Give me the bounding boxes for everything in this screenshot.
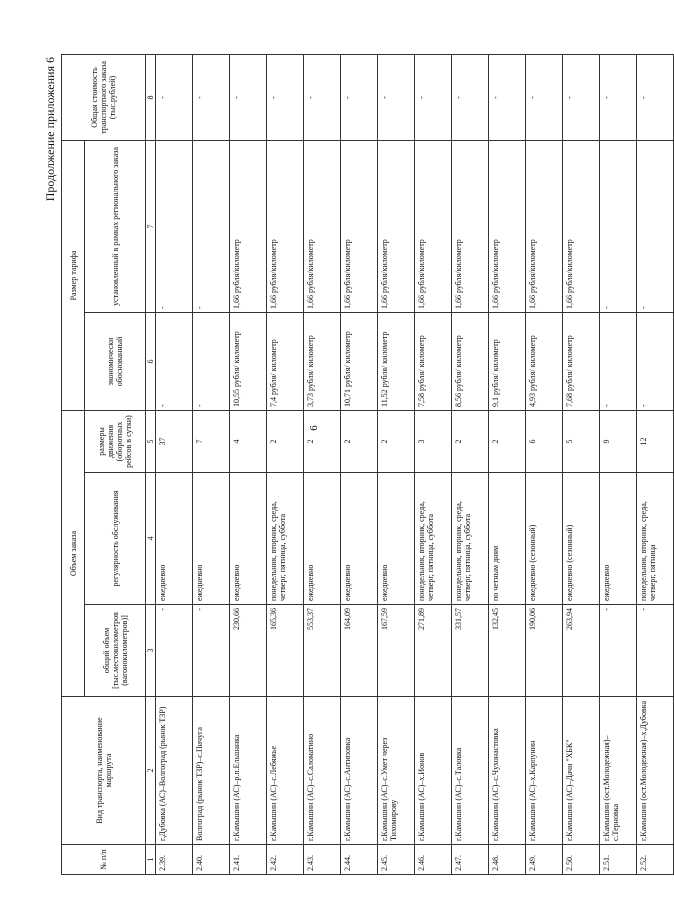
cell-regularity: понедельник, вторник, среда, четверг, пятница, суббота [452,473,489,605]
header-economic: экономически обоснованный [85,312,146,410]
cell-total-volume: 230,66 [230,605,267,697]
cell-route: г.Дубовка (АС)–Волгоград (рынок ТЗР) [156,697,193,845]
cell-total-volume: 271,89 [415,605,452,697]
cell-regularity: ежедневно [600,473,637,605]
cell-regularity: по четным дням [489,473,526,605]
column-index: 1 [146,845,156,875]
cell-economic: 4,93 рубля/ километр [526,312,563,410]
cell-trips: 2 [304,410,341,472]
cell-regularity: понедельник, вторник, среда, четверг, пятница [637,473,674,605]
cell-route: г.Камышин (АС)–с.Лебяжье [267,697,304,845]
cell-total-cost: - [489,54,526,140]
cell-regularity: ежедневно [230,473,267,605]
table-row [193,54,230,874]
cell-economic: 9,1 рубля/ километр [489,312,526,410]
cell-route: г.Камышин (АС)–Дачи "ХБК" [563,697,600,845]
cell-total-volume: 164,09 [341,605,378,697]
cell-established: - [637,140,674,312]
cell-total-volume: 331,57 [452,605,489,697]
cell-route: г.Камышин (АС)–с.Таловка [452,697,489,845]
table-row [230,54,267,874]
table-row [378,54,415,874]
column-index: 8 [146,54,156,140]
table-row [415,54,452,874]
cell-regularity: ежедневно [378,473,415,605]
cell-total-volume: - [600,605,637,697]
cell-route: г.Камышин (АС)–с.Умет через Тихомирову [378,697,415,845]
continuation-heading: Продолжение приложения 6 [43,57,57,202]
cell-total-cost: - [563,54,600,140]
cell-economic: 10,71 рубля/ километр [341,312,378,410]
cell-established: 1,66 рубля/километр [415,140,452,312]
column-index: 6 [146,312,156,410]
cell-route: г.Камышин (АС)–с.Антиповка [341,697,378,845]
cell-regularity: ежедневно [156,473,193,605]
cell-trips: 2 [267,410,304,472]
cell-num: 2.49. [526,845,563,875]
cell-total-volume: 190,06 [526,605,563,697]
column-index: 5 [146,410,156,472]
cell-num: 2.50. [563,845,600,875]
header-total-volume: общий объем [тыс.местокилометров (вагонокилометров)] [85,605,146,697]
cell-regularity: понедельник, вторник, среда, четверг, пятница, суббота [267,473,304,605]
cell-total-cost: - [526,54,563,140]
header-route: Вид транспорта, наименование маршрута [62,697,146,845]
cell-economic: 3,73 рубля/ километр [304,312,341,410]
header-total-cost: Общая стоимость транспортного заказа (тыс.рублей) [62,54,146,140]
cell-regularity: понедельник, вторник, среда, четверг, пятница, суббота [415,473,452,605]
table-row [156,54,193,874]
cell-num: 2.45. [378,845,415,875]
cell-regularity: ежедневно (сезонный) [563,473,600,605]
cell-total-volume: 132,45 [489,605,526,697]
cell-total-cost: - [637,54,674,140]
table-row [304,54,341,874]
cell-economic: 7,4 рубля/ километр [267,312,304,410]
cell-total-cost: - [193,54,230,140]
table-row [600,54,637,874]
cell-established: 1,66 рубля/километр [526,140,563,312]
cell-established: 1,66 рубля/километр [489,140,526,312]
cell-num: 2.52. [637,845,674,875]
cell-total-cost: - [415,54,452,140]
cell-route: г.Камышин (АС)–с.Саломатино [304,697,341,845]
cell-established: 1,66 рубля/километр [378,140,415,312]
cell-trips: 2 [341,410,378,472]
cell-regularity: ежедневно [341,473,378,605]
column-index: 2 [146,697,156,845]
column-index: 4 [146,473,156,605]
cell-route: г.Камышин (АС)–х.Карпунин [526,697,563,845]
cell-trips: 4 [230,410,267,472]
header-regularity: регулярность обслуживания [85,473,146,605]
cell-total-volume: 167,59 [378,605,415,697]
cell-route: г.Камышин (АС)–р.п.Ельшанка [230,697,267,845]
cell-total-volume: 263,94 [563,605,600,697]
cell-trips: 12 [637,410,674,472]
cell-economic: - [156,312,193,410]
cell-num: 2.41. [230,845,267,875]
cell-established: 1,66 рубля/километр [230,140,267,312]
table-row [341,54,378,874]
cell-trips: 5 [563,410,600,472]
cell-num: 2.39. [156,845,193,875]
cell-trips: 2 [489,410,526,472]
page-number: 6 [308,425,320,431]
cell-trips: 2 [452,410,489,472]
table-row [267,54,304,874]
table-row [526,54,563,874]
cell-total-cost: - [304,54,341,140]
cell-route: г.Камышин (АС)–с.Чухонастовка [489,697,526,845]
table-row [637,54,674,874]
cell-established: - [193,140,230,312]
cell-economic: 7,58 рубля/ километр [415,312,452,410]
cell-economic: 10,55 рубля/ километр [230,312,267,410]
rotated-page-content [43,55,657,875]
cell-regularity: ежедневно (сезонный) [526,473,563,605]
route-table [61,54,674,875]
cell-total-cost: - [267,54,304,140]
cell-num: 2.40. [193,845,230,875]
cell-total-volume: - [637,605,674,697]
cell-num: 2.44. [341,845,378,875]
cell-economic: 11,52 рубля/ километр [378,312,415,410]
cell-trips: 37 [156,410,193,472]
cell-established: - [600,140,637,312]
cell-trips: 6 [526,410,563,472]
cell-established: 1,66 рубля/километр [452,140,489,312]
cell-total-cost: - [452,54,489,140]
cell-total-cost: - [378,54,415,140]
header-trips: размеры движения (оборотных рейсов в сутки) [85,410,146,472]
header-num: № п/п [62,845,146,875]
cell-economic: - [193,312,230,410]
table-row [563,54,600,874]
cell-economic: 8,56 рубля/ километр [452,312,489,410]
cell-economic: 7,68 рубля/ километр [563,312,600,410]
cell-established: 1,66 рубля/километр [267,140,304,312]
table-row [452,54,489,874]
cell-num: 2.42. [267,845,304,875]
cell-route: г.Камышин (ост.Молодежная)–с.Терновка [600,697,637,845]
cell-route: Волгоград (рынок ТЗР)–с.Пичуга [193,697,230,845]
cell-regularity: ежедневно [193,473,230,605]
cell-established: 1,66 рубля/километр [563,140,600,312]
cell-total-volume: - [156,605,193,697]
cell-established: - [156,140,193,312]
cell-num: 2.48. [489,845,526,875]
cell-established: 1,66 рубля/километр [341,140,378,312]
header-order-volume: Объем заказа [62,410,85,696]
cell-economic: - [600,312,637,410]
cell-total-volume: 553,37 [304,605,341,697]
cell-route: г.Камышин (ост.Молодежная)–х.Дубовка [637,697,674,845]
cell-established: 1,66 рубля/километр [304,140,341,312]
column-index: 3 [146,605,156,697]
cell-total-cost: - [600,54,637,140]
cell-total-cost: - [230,54,267,140]
cell-trips: 3 [415,410,452,472]
cell-total-cost: - [341,54,378,140]
cell-num: 2.46. [415,845,452,875]
cell-num: 2.43. [304,845,341,875]
cell-regularity: ежедневно [304,473,341,605]
table-row [489,54,526,874]
cell-trips: 7 [193,410,230,472]
cell-total-cost: - [156,54,193,140]
cell-total-volume: - [193,605,230,697]
cell-trips: 2 [378,410,415,472]
cell-num: 2.47. [452,845,489,875]
table-body [156,54,674,874]
cell-trips: 9 [600,410,637,472]
cell-num: 2.51. [600,845,637,875]
header-established: установленный в рамках регионального заказа [85,140,146,312]
cell-total-volume: 165,36 [267,605,304,697]
cell-route: г.Камышин (АС)–х.Ионов [415,697,452,845]
cell-economic: - [637,312,674,410]
header-tariff: Размер тарифа [62,140,85,410]
column-index: 7 [146,140,156,312]
